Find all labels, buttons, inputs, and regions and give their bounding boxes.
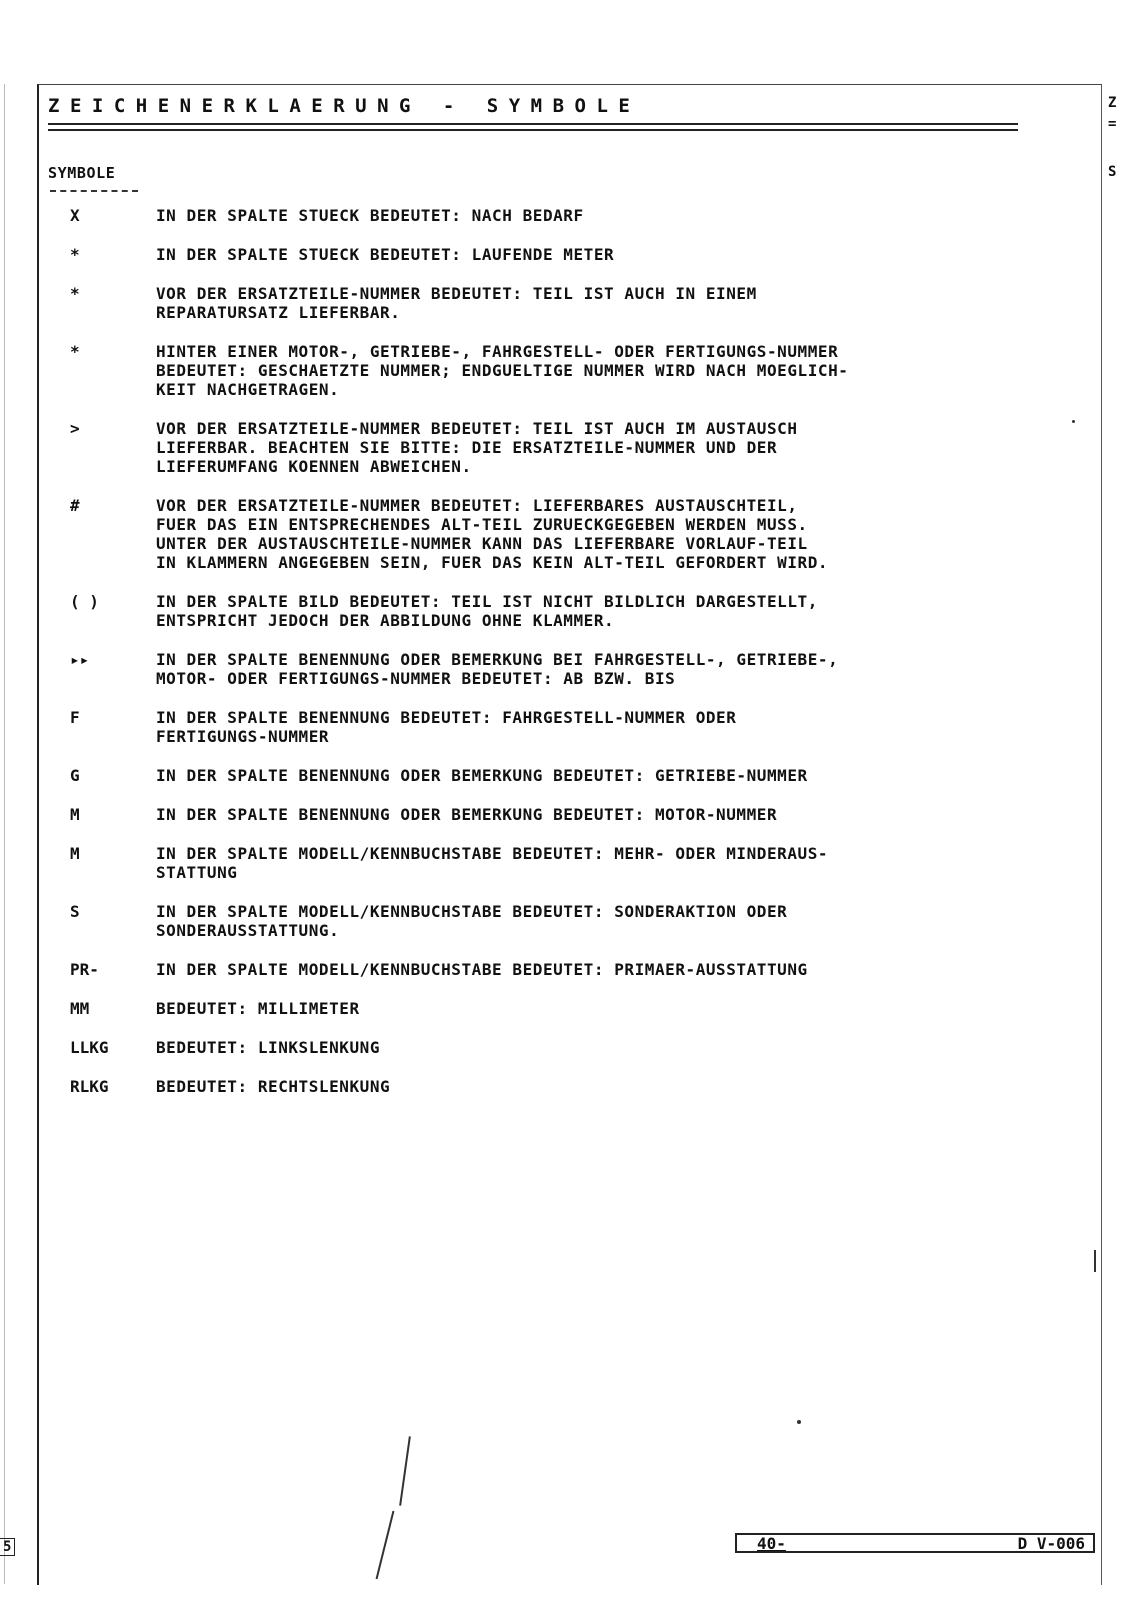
page-title: ZEICHENERKLAERUNG - SYMBOLE (48, 95, 641, 117)
entry-description-line: BEDEUTET: LINKSLENKUNG (156, 1038, 381, 1057)
title-double-rule (48, 123, 1018, 131)
entry-description (156, 766, 1030, 785)
section-heading: SYMBOLE (48, 164, 116, 182)
entry-description-line: IN DER SPALTE MODELL/KENNBUCHSTABE BEDEUTET: MEHR- ODER MINDERAUS- (156, 844, 829, 863)
entry-description-line: BEDEUTET: GESCHAETZTE NUMMER; ENDGUELTIGE NUMMER WIRD NACH MOEGLICH- (156, 361, 849, 380)
entry-description (156, 902, 1030, 940)
entry-symbol: M (70, 805, 80, 824)
entry-description-line: LIEFERBAR. BEACHTEN SIE BITTE: DIE ERSATZTEILE-NUMMER UND DER (156, 438, 778, 457)
entry-symbol: > (70, 419, 80, 438)
entry-description-line: IN KLAMMERN ANGEGEBEN SEIN, FUER DAS KEIN ALT-TEIL GEFORDERT WIRD. (156, 553, 829, 572)
scan-artifact-dot (1072, 420, 1075, 423)
entry-description-line: REPARATURSATZ LIEFERBAR. (156, 303, 401, 322)
symbol-entry (70, 1038, 1030, 1057)
entry-symbol: X (70, 206, 80, 225)
symbol-entry (70, 805, 1030, 824)
entry-description (156, 206, 1030, 225)
symbol-entry (70, 766, 1030, 785)
entry-symbol: G (70, 766, 80, 785)
entry-symbol: LLKG (70, 1038, 109, 1057)
entry-description-line: BEDEUTET: RECHTSLENKUNG (156, 1077, 391, 1096)
entry-description-line: IN DER SPALTE BENENNUNG ODER BEMERKUNG BEI FAHRGESTELL-, GETRIEBE-, (156, 650, 839, 669)
entry-description-line: VOR DER ERSATZTEILE-NUMMER BEDEUTET: TEIL IST AUCH IM AUSTAUSCH (156, 419, 798, 438)
symbol-entry (70, 1077, 1030, 1096)
footer-document-code: D V-006 (1017, 1533, 1085, 1553)
entry-description-line: BEDEUTET: MILLIMETER (156, 999, 360, 1018)
right-clipped-char: = (1108, 116, 1117, 132)
entry-symbol: * (70, 284, 80, 303)
entry-description (156, 1077, 1030, 1096)
entry-description-line: IN DER SPALTE STUECK BEDEUTET: LAUFENDE METER (156, 245, 615, 264)
entry-description-line: HINTER EINER MOTOR-, GETRIEBE-, FAHRGESTELL- ODER FERTIGUNGS-NUMMER (156, 342, 839, 361)
entry-description-line: IN DER SPALTE MODELL/KENNBUCHSTABE BEDEUTET: SONDERAKTION ODER (156, 902, 788, 921)
entry-description (156, 844, 1030, 882)
entry-symbol: * (70, 342, 80, 361)
symbol-entry (70, 284, 1030, 322)
entry-symbol: PR- (70, 960, 99, 979)
symbol-entry (70, 650, 1030, 688)
entry-description (156, 284, 1030, 322)
entry-description-line: IN DER SPALTE BENENNUNG ODER BEMERKUNG BEDEUTET: GETRIEBE-NUMMER (156, 766, 808, 785)
symbol-entry (70, 999, 1030, 1018)
entry-description (156, 708, 1030, 746)
symbol-entry (70, 902, 1030, 940)
entry-symbol: MM (70, 999, 90, 1018)
entry-description-line: LIEFERUMFANG KOENNEN ABWEICHEN. (156, 457, 472, 476)
entry-description-line: FUER DAS EIN ENTSPRECHENDES ALT-TEIL ZURUECKGEGEBEN WERDEN MUSS. (156, 515, 808, 534)
symbol-entry (70, 592, 1030, 630)
entry-description-line: IN DER SPALTE BILD BEDEUTET: TEIL IST NICHT BILDLICH DARGESTELLT, (156, 592, 818, 611)
entry-description (156, 245, 1030, 264)
entry-description (156, 419, 1030, 476)
entry-description-line: VOR DER ERSATZTEILE-NUMMER BEDEUTET: LIEFERBARES AUSTAUSCHTEIL, (156, 496, 798, 515)
entry-description-line: FERTIGUNGS-NUMMER (156, 727, 330, 746)
entry-description (156, 999, 1030, 1018)
right-clipped-char: Z (1108, 95, 1117, 111)
left-margin-line (4, 84, 5, 1584)
entry-description (156, 592, 1030, 630)
entry-description-line: IN DER SPALTE BENENNUNG ODER BEMERKUNG BEDEUTET: MOTOR-NUMMER (156, 805, 778, 824)
entry-description (156, 960, 1030, 979)
entry-description (156, 1038, 1030, 1057)
section-underline (50, 190, 138, 192)
entry-description-line: SONDERAUSSTATTUNG. (156, 921, 340, 940)
right-clipped-char: S (1108, 164, 1117, 180)
scan-artifact-dot (797, 1420, 801, 1424)
entry-symbol: RLKG (70, 1077, 109, 1096)
symbol-entry (70, 245, 1030, 264)
entry-symbol: M (70, 844, 80, 863)
entry-description-line: IN DER SPALTE BENENNUNG BEDEUTET: FAHRGESTELL-NUMMER ODER (156, 708, 737, 727)
symbol-entry (70, 844, 1030, 882)
entry-description-line: IN DER SPALTE MODELL/KENNBUCHSTABE BEDEUTET: PRIMAER-AUSSTATTUNG (156, 960, 808, 979)
entry-description (156, 650, 1030, 688)
symbol-entry (70, 708, 1030, 746)
entry-symbol: S (70, 902, 80, 921)
entry-symbol: * (70, 245, 80, 264)
symbol-entry (70, 960, 1030, 979)
entry-description (156, 496, 1030, 572)
left-page-tab: 5 (0, 1538, 15, 1556)
symbol-entry (70, 206, 1030, 225)
entry-description-line: STATTUNG (156, 863, 238, 882)
entry-description-line: IN DER SPALTE STUECK BEDEUTET: NACH BEDARF (156, 206, 584, 225)
entry-description-line: VOR DER ERSATZTEILE-NUMMER BEDEUTET: TEIL IST AUCH IN EINEM (156, 284, 757, 303)
symbol-entry (70, 496, 1030, 572)
entry-symbol: ( ) (70, 592, 99, 611)
entry-symbol: ▸▸ (70, 650, 90, 669)
scan-artifact-line (1094, 1250, 1096, 1272)
entry-description (156, 342, 1030, 399)
symbol-legend-list (70, 206, 1030, 1116)
symbol-entry (70, 342, 1030, 399)
footer-page-box (735, 1533, 1095, 1553)
entry-description-line: ENTSPRICHT JEDOCH DER ABBILDUNG OHNE KLAMMER. (156, 611, 615, 630)
entry-symbol: F (70, 708, 80, 727)
entry-description-line: KEIT NACHGETRAGEN. (156, 380, 340, 399)
entry-symbol: # (70, 496, 80, 515)
symbol-entry (70, 419, 1030, 476)
entry-description-line: MOTOR- ODER FERTIGUNGS-NUMMER BEDEUTET: AB BZW. BIS (156, 669, 676, 688)
footer-page-number: 40- (757, 1533, 786, 1553)
entry-description (156, 805, 1030, 824)
entry-description-line: UNTER DER AUSTAUSCHTEILE-NUMMER KANN DAS LIEFERBARE VORLAUF-TEIL (156, 534, 808, 553)
